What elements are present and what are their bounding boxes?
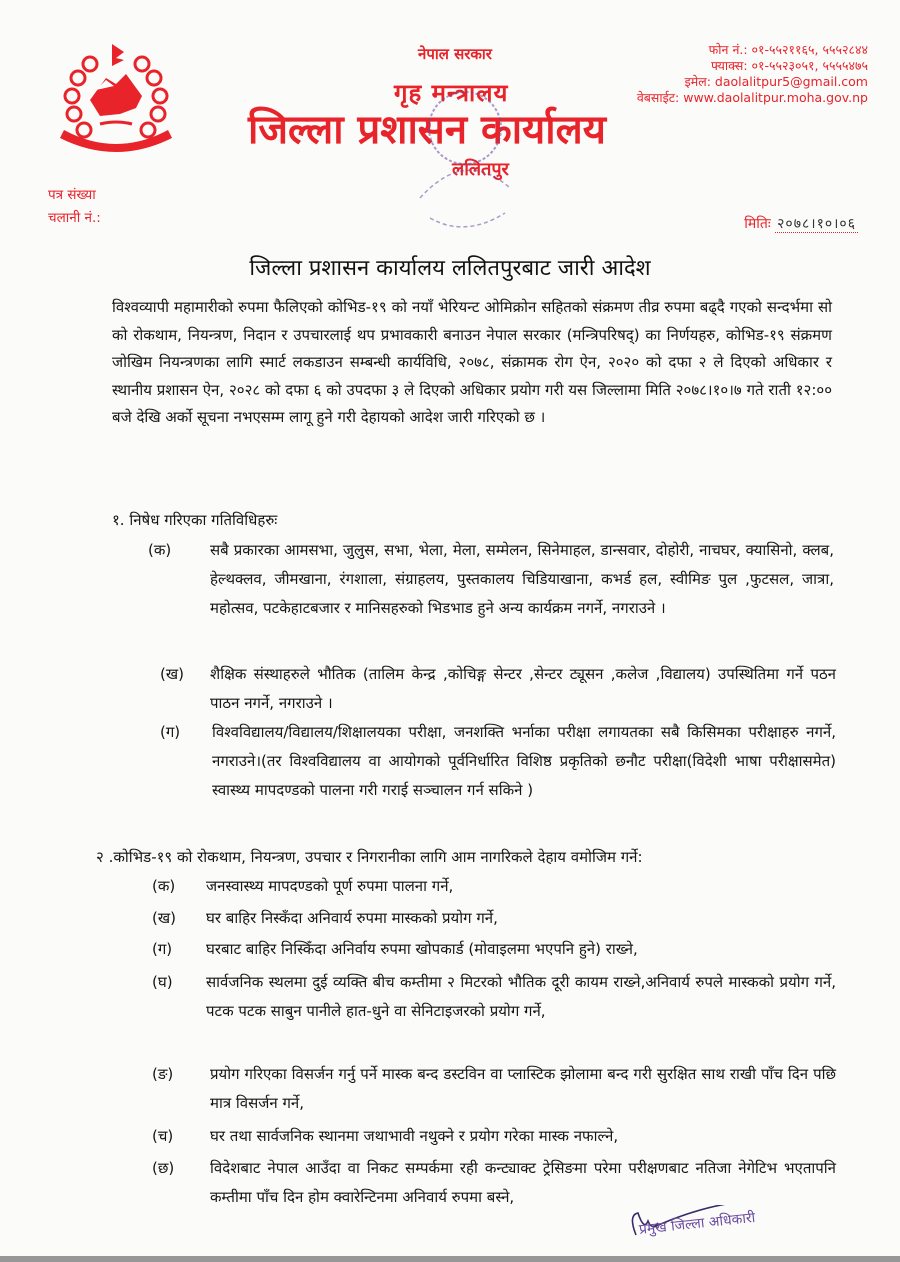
item-text: विदेशबाट नेपाल आउँदा वा निकट सम्पर्कमा रही कन्ट्याक्ट ट्रेसिङमा परेमा परीक्षणबाट नतिजा नेगेटिभ भएतापनि कम्तीमा पाँच दिन होम क्वारेन्टिनमा अनिवार्य रुपमा बस्ने, <box>210 1159 836 1206</box>
item-label: (ङ) <box>152 1065 174 1083</box>
item-text: विश्वविद्यालय/विद्यालय/शिक्षालयका परीक्षा, जनशक्ति भर्नाका परीक्षा लगायतका सबै किसिमका परीक्षाहरु नगर्ने, नगराउने।(तर विश्वविद्यालय वा आयोगको पूर्वनिर्धारित विशिष्ठ प्रकृतिको छनौट परीक्षा(विदेशी भाषा परीक्षासमेत) स्वास्थ्य मापदण्डको पालना गरी गराई सञ्चालन गर्न सकिने ) <box>212 723 836 799</box>
item-text: घर बाहिर निस्कँदा अनिवार्य रुपमा मास्कको प्रयोग गर्ने, <box>206 909 498 927</box>
list-item <box>152 1122 836 1152</box>
scan-edge <box>0 1256 900 1262</box>
item-text: सबै प्रकारका आमसभा, जुलुस, सभा, भेला, मेला, सम्मेलन, सिनेमाहल, डान्सवार, दोहोरी, नाचघर, क्यासिनो, क्लब, हेल्थक्लव, जीमखाना, रंगशाला, संग्राहलय, पुस्तकालय चिडियाखाना, कभर्ड हल, स्वीमिङ पुल ,फुटसल, जात्रा, महोत्सव, पटकेहाटबजार र मानिसहरुको भिडभाड हुने अन्य कार्यक्रम नगर्ने, नगराउने । <box>210 541 834 617</box>
government-name: नेपाल सरकार <box>418 45 492 63</box>
item-label: (ग) <box>160 723 181 741</box>
list-item <box>160 660 836 720</box>
list-item <box>160 718 836 836</box>
office-name: जिल्ला प्रशासन कार्यालय <box>248 107 606 153</box>
item-label: (ग) <box>152 940 173 958</box>
list-item <box>152 935 836 965</box>
fax-number: फ्याक्स: ०१-५५२३०५१, ५५५५४७५ <box>710 58 868 73</box>
contact-info <box>637 42 868 106</box>
document-title: जिल्ला प्रशासन कार्यालय ललितपुरबाट जारी आदेश <box>249 256 651 281</box>
list-item <box>148 536 836 654</box>
item-text: घरबाट बाहिर निस्किँदा अनिर्वाय रुपमा खोपकार्ड (मोवाइलमा भएपनि हुने) राख्ने, <box>206 940 638 958</box>
website-link[interactable]: वेबसाईट: www.daolalitpur.moha.gov.np <box>636 90 868 105</box>
office-seal-stamp <box>390 88 540 238</box>
letter-reference <box>48 184 101 230</box>
item-label: (च) <box>152 1127 174 1145</box>
section-heading-2: २ .कोभिड-१९ को रोकथाम, नियन्त्रण, उपचार र निगरानीका लागि आम नागरिकले देहाय वमोजिम गर्ने: <box>96 848 643 866</box>
intro-paragraph <box>112 294 832 432</box>
letter-date <box>744 214 858 233</box>
date-label: मितिः <box>744 216 771 232</box>
intro-text: विश्वव्यापी महामारीको रुपमा फैलिएको कोभिड-१९ को नयाँ भेरियन्ट ओमिक्रोन सहितको संक्रमण तीव्र रुपमा बढ्दै गएको सन्दर्भमा सो को रोकथाम, नियन्त्रण, निदान र उपचारलाई थप प्रभावकारी बनाउन नेपाल सरकार (मन्त्रिपरिषद्) का निर्णयहरु, कोभिड-१९ संक्रमण जोखिम नियन्त्रणका लागि स्मार्ट लकडाउन सम्बन्धी कार्यविधि, २०७८, संक्रामक रोग ऐन, २०२० को दफा २ ले दिएको अधिकार र स्थानीय प्रशासन ऐन, २०२८ को दफा ६ को उपदफा ३ ले दिएको अधिकार प्रयोग गरी यस जिल्लामा मिति २०७८।१०।७ गते राती १२:०० बजे देखि अर्को सूचना नभएसम्म लागू हुने गरी देहायको आदेश जारी गरिएको छ । <box>112 298 832 426</box>
item-text: जनस्वास्थ्य मापदण्डको पूर्ण रुपमा पालना गर्ने, <box>206 877 454 895</box>
item-label: (घ) <box>152 973 173 991</box>
item-text: शैक्षिक संस्थाहरुले भौतिक (तालिम केन्द्र ,कोचिङ्ग सेन्टर ,सेन्टर ट्यूसन ,कलेज ,विद्यालय) उपस्थितिमा गर्ने पठन पाठन नगर्ने, नगराउने । <box>210 665 836 712</box>
item-text: घर तथा सार्वजनिक स्थानमा जथाभावी नथुक्ने र प्रयोग गरेका मास्क नफाल्ने, <box>210 1127 619 1145</box>
list-item <box>152 1060 836 1120</box>
item-label: (ख) <box>152 909 176 927</box>
ministry-name: गृह मन्त्रालय <box>394 79 509 107</box>
list-item <box>152 968 836 1058</box>
dispatch-number-label: चलानी नं.: <box>48 210 101 226</box>
item-label: (क) <box>148 541 172 559</box>
date-value: २०७८।१०।०६ <box>777 216 856 232</box>
letter-number-label: पत्र संख्या <box>48 187 96 203</box>
list-item <box>152 872 836 902</box>
district-name: ललितपुर <box>452 159 509 180</box>
section-heading-1: १. निषेध गरिएका गतिविधिहरुः <box>112 511 278 529</box>
item-label: (ख) <box>160 665 184 683</box>
item-label: (क) <box>152 877 176 895</box>
item-text: सार्वजनिक स्थलमा दुई व्यक्ति बीच कम्तीमा २ मिटरको भौतिक दूरी कायम राख्ने,अनिवार्य रुपले मास्कको प्रयोग गर्ने, पटक पटक साबुन पानीले हात-धुने वा सेनिटाइजरको प्रयोग गर्ने, <box>206 973 836 1020</box>
list-item <box>152 904 836 934</box>
phone-number: फोन नं.: ०१-५५२११६५, ५५५२८४४ <box>708 42 868 57</box>
item-text: प्रयोग गरिएका विसर्जन गर्नु पर्ने मास्क बन्द डस्टविन वा प्लास्टिक झोलामा बन्द गरी सुरक्षित साथ राखी पाँच दिन पछि मात्र विसर्जन गर्ने, <box>210 1065 836 1112</box>
item-label: (छ) <box>152 1159 175 1177</box>
nepal-emblem-icon <box>50 38 182 158</box>
signatory-title: प्रमुख जिल्ला अधिकारी <box>638 1209 757 1239</box>
email-link[interactable]: इमेल: daolalitpur5@gmail.com <box>684 74 868 89</box>
